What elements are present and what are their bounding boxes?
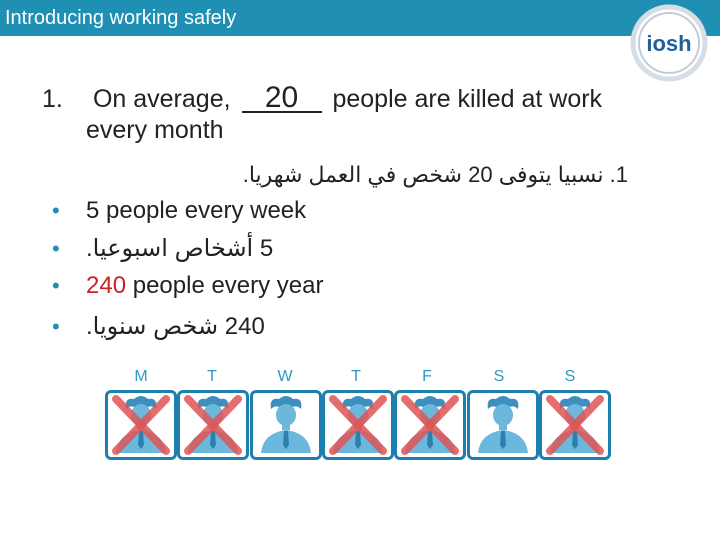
- person-figure: [539, 390, 611, 460]
- bullet-dot: •: [52, 273, 60, 298]
- title-bar: [0, 0, 720, 36]
- person-figure: [250, 390, 322, 460]
- person-figure: [105, 390, 177, 460]
- question-number: 1.: [42, 85, 63, 113]
- slide-title: Introducing working safely: [5, 7, 237, 29]
- weekday-figures: [103, 390, 623, 456]
- question-line: [42, 82, 602, 116]
- day-label: S: [564, 368, 576, 385]
- bullet-yearly: [52, 272, 324, 300]
- question-arabic: 1. نسبيا يتوفى 20 شخص في العمل شهريا.: [242, 162, 628, 187]
- person-figure: [467, 390, 539, 460]
- bullet-text: people every year: [126, 272, 324, 299]
- weekday-labels: [105, 368, 620, 390]
- day-label: T: [351, 368, 361, 385]
- person-icon: [180, 393, 246, 457]
- person-silhouette: [478, 396, 528, 453]
- person-figure: [177, 390, 249, 460]
- person-figure: [322, 390, 394, 460]
- bullet-text: 240 شخص سنويا.: [86, 313, 265, 340]
- person-icon: [542, 393, 608, 457]
- person-icon: [470, 393, 536, 457]
- person-icon: [108, 393, 174, 457]
- bullet-weekly: [52, 197, 306, 225]
- bullet-yearly-arabic: [52, 312, 265, 341]
- day-label: W: [277, 368, 293, 385]
- bullet-dot: •: [52, 198, 60, 223]
- person-icon: [253, 393, 319, 457]
- bullet-highlight: 240: [86, 272, 127, 299]
- bullet-text: 5 أشخاص اسبوعيا.: [86, 235, 274, 262]
- svg-text:iosh: iosh: [646, 31, 692, 56]
- day-label: T: [207, 368, 217, 385]
- question-prefix: On average,: [92, 85, 231, 113]
- iosh-logo: [628, 4, 710, 82]
- question-suffix: people are killed at work: [332, 85, 603, 113]
- bullet-dot: •: [52, 236, 60, 261]
- day-label: F: [422, 368, 432, 385]
- bullet-dot: •: [52, 314, 60, 339]
- answer-blank: 20: [242, 85, 322, 113]
- person-icon: [397, 393, 463, 457]
- person-figure: [394, 390, 466, 460]
- bullet-text: 5 people every week: [86, 197, 307, 224]
- person-icon: [325, 393, 391, 457]
- question-line-2: every month: [86, 116, 224, 144]
- day-label: M: [134, 368, 148, 385]
- day-label: S: [493, 368, 505, 385]
- bullet-weekly-arabic: [52, 234, 273, 263]
- person-silhouette: [261, 396, 311, 453]
